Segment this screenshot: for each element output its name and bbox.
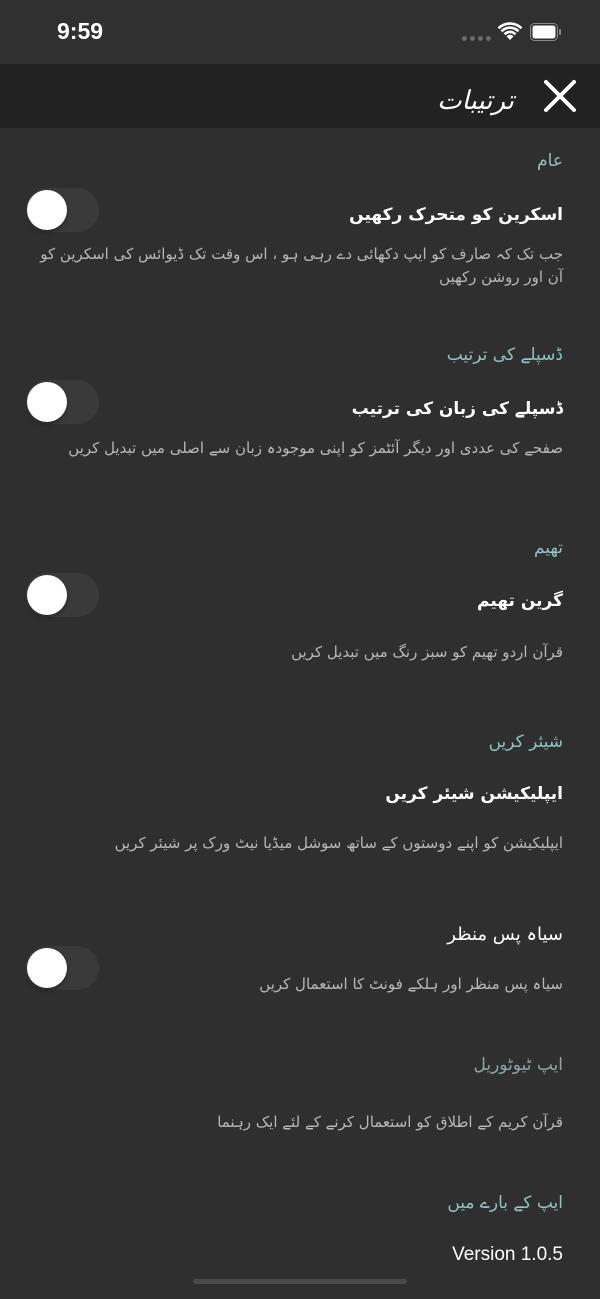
wifi-icon [497,22,523,42]
keep-screen-on-title: اسکرین کو متحرک رکھیں [349,205,563,225]
home-indicator [193,1279,407,1284]
section-heading-display: ڈسپلے کی ترتیب [446,345,563,365]
section-heading-share: شیئر کریں [488,732,563,752]
green-theme-description: قرآن اردو تھیم کو سبز رنگ میں تبدیل کریں [291,643,563,661]
close-icon[interactable] [540,76,580,116]
page-title: ترتیبات [437,86,514,116]
app-version: Version 1.0.5 [452,1244,563,1265]
section-heading-about: ایپ کے بارے میں [447,1193,563,1213]
display-language-toggle[interactable] [25,380,99,424]
keep-screen-on-toggle[interactable] [25,188,99,232]
share-app-description: ایپلیکیشن کو اپنے دوستوں کے ساتھ سوشل میڈیا نیٹ ورک پر شیئر کریں [114,834,563,852]
cellular-signal-icon [462,36,491,41]
section-heading-theme: تھیم [533,538,563,558]
status-time: 9:59 [57,18,104,44]
toggle-knob [27,575,67,615]
display-language-title: ڈسپلے کی زبان کی ترتیب [351,399,563,419]
dark-background-description: سیاہ پس منظر اور ہلکے فونٹ کا استعمال کریں [259,975,563,993]
toggle-knob [27,190,67,230]
battery-icon [530,23,562,41]
keep-screen-on-description: جب تک کہ صارف کو ایپ دکھائی دے رہی ہو ، اس وقت تک ڈیوائس کی اسکرین کو آن اور روشن رکھیں [40,245,563,286]
tutorial-description: قرآن کریم کے اطلاق کو استعمال کرنے کے لئے ایک رہنما [217,1113,563,1131]
share-app-title[interactable]: ایپلیکیشن شیئر کریں [385,784,563,804]
section-heading-general: عام [537,151,563,171]
green-theme-toggle[interactable] [25,573,99,617]
green-theme-title: گرین تھیم [477,591,563,611]
section-heading-dark-background: سیاہ پس منظر [447,924,563,945]
toggle-knob [27,382,67,422]
status-bar [0,0,600,64]
display-language-description: صفحے کی عددی اور دیگر آئٹمز کو اپنی موجودہ زبان سے اصلی میں تبدیل کریں [68,439,563,457]
section-heading-tutorial[interactable]: ایپ ٹیوٹوریل [473,1055,563,1075]
